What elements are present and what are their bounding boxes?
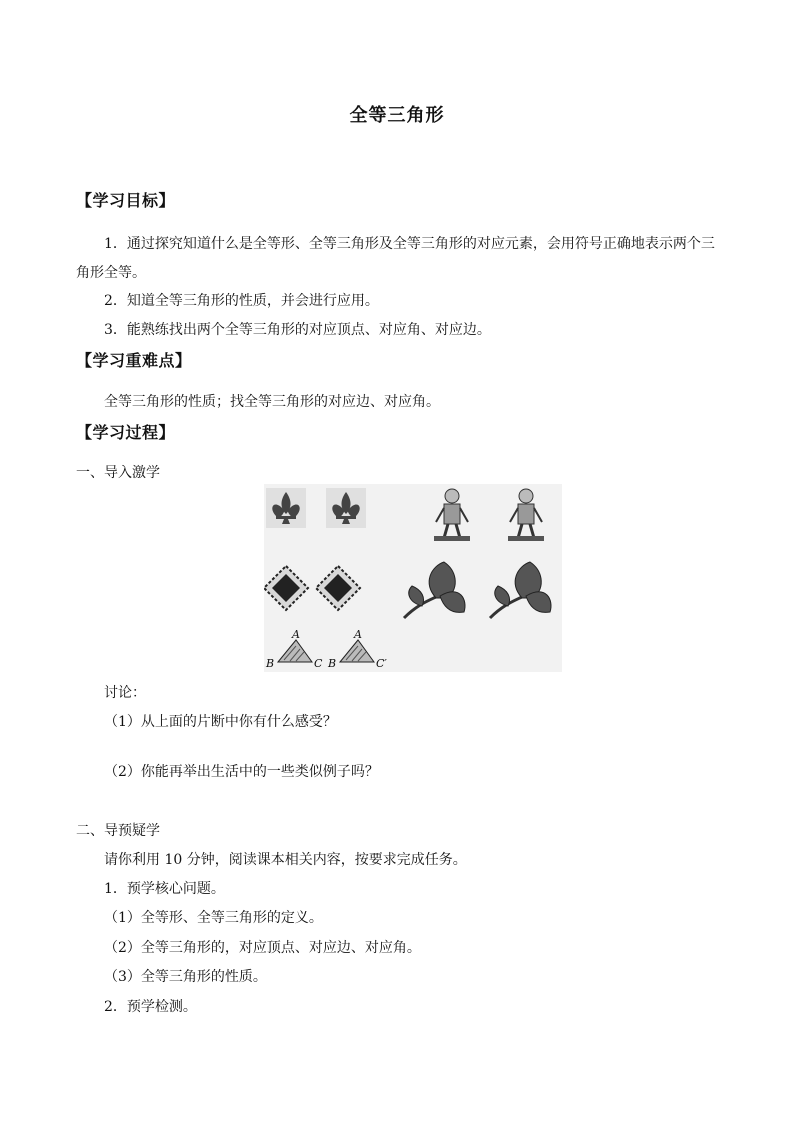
person-icon bbox=[508, 489, 544, 541]
goal-item-1: 1．通过探究知道什么是全等形、全等三角形及全等三角形的对应元素，会用符号正确地表示两个三角形全等。 bbox=[76, 236, 715, 281]
leaf-icon bbox=[490, 562, 551, 618]
triangle-icon bbox=[278, 640, 312, 662]
part2-subitem-2: （2）全等三角形的，对应顶点、对应边、对应角。 bbox=[104, 940, 421, 956]
vertex-label-c1: C bbox=[314, 657, 323, 670]
diamond-icon bbox=[264, 566, 308, 610]
vertex-label-c2: C′ bbox=[376, 657, 387, 670]
part1-heading: 一、导入激学 bbox=[76, 465, 160, 481]
process-heading: 【学习过程】 bbox=[76, 423, 176, 442]
goal-item-2: 2．知道全等三角形的性质，并会进行应用。 bbox=[104, 293, 379, 309]
diamond-icon bbox=[316, 566, 360, 610]
vertex-label-b1: B bbox=[266, 657, 275, 670]
part2-subitem-3: （3）全等三角形的性质。 bbox=[104, 969, 267, 985]
part2-heading: 二、导预疑学 bbox=[76, 823, 160, 839]
vertex-label-b2: B bbox=[328, 657, 337, 670]
part2-item-2: 2．预学检测。 bbox=[104, 999, 197, 1015]
triangle-icon bbox=[340, 640, 374, 662]
question-2: （2）你能再举出生活中的一些类似例子吗？ bbox=[104, 764, 379, 780]
fleur-de-lis-icon bbox=[266, 488, 306, 528]
vertex-label-a2: A bbox=[354, 628, 362, 641]
leaf-icon bbox=[404, 562, 465, 618]
discussion-label: 讨论： bbox=[104, 685, 146, 701]
key-points-heading: 【学习重难点】 bbox=[76, 351, 192, 370]
goals-heading: 【学习目标】 bbox=[76, 191, 176, 210]
key-points-text: 全等三角形的性质；找全等三角形的对应边、对应角。 bbox=[104, 394, 440, 410]
goal-item-3: 3．能熟练找出两个全等三角形的对应顶点、对应角、对应边。 bbox=[104, 322, 491, 338]
person-icon bbox=[434, 489, 470, 541]
part2-subitem-1: （1）全等形、全等三角形的定义。 bbox=[104, 910, 323, 926]
vertex-label-a1: A bbox=[292, 628, 300, 641]
part2-item-1: 1．预学核心问题。 bbox=[104, 881, 225, 897]
fleur-de-lis-icon bbox=[326, 488, 366, 528]
congruent-shapes-figure bbox=[264, 484, 562, 672]
question-1: （1）从上面的片断中你有什么感受？ bbox=[104, 714, 337, 730]
page-title: 全等三角形 bbox=[349, 105, 445, 126]
part2-intro: 请你利用 10 分钟，阅读课本相关内容，按要求完成任务。 bbox=[104, 852, 467, 868]
